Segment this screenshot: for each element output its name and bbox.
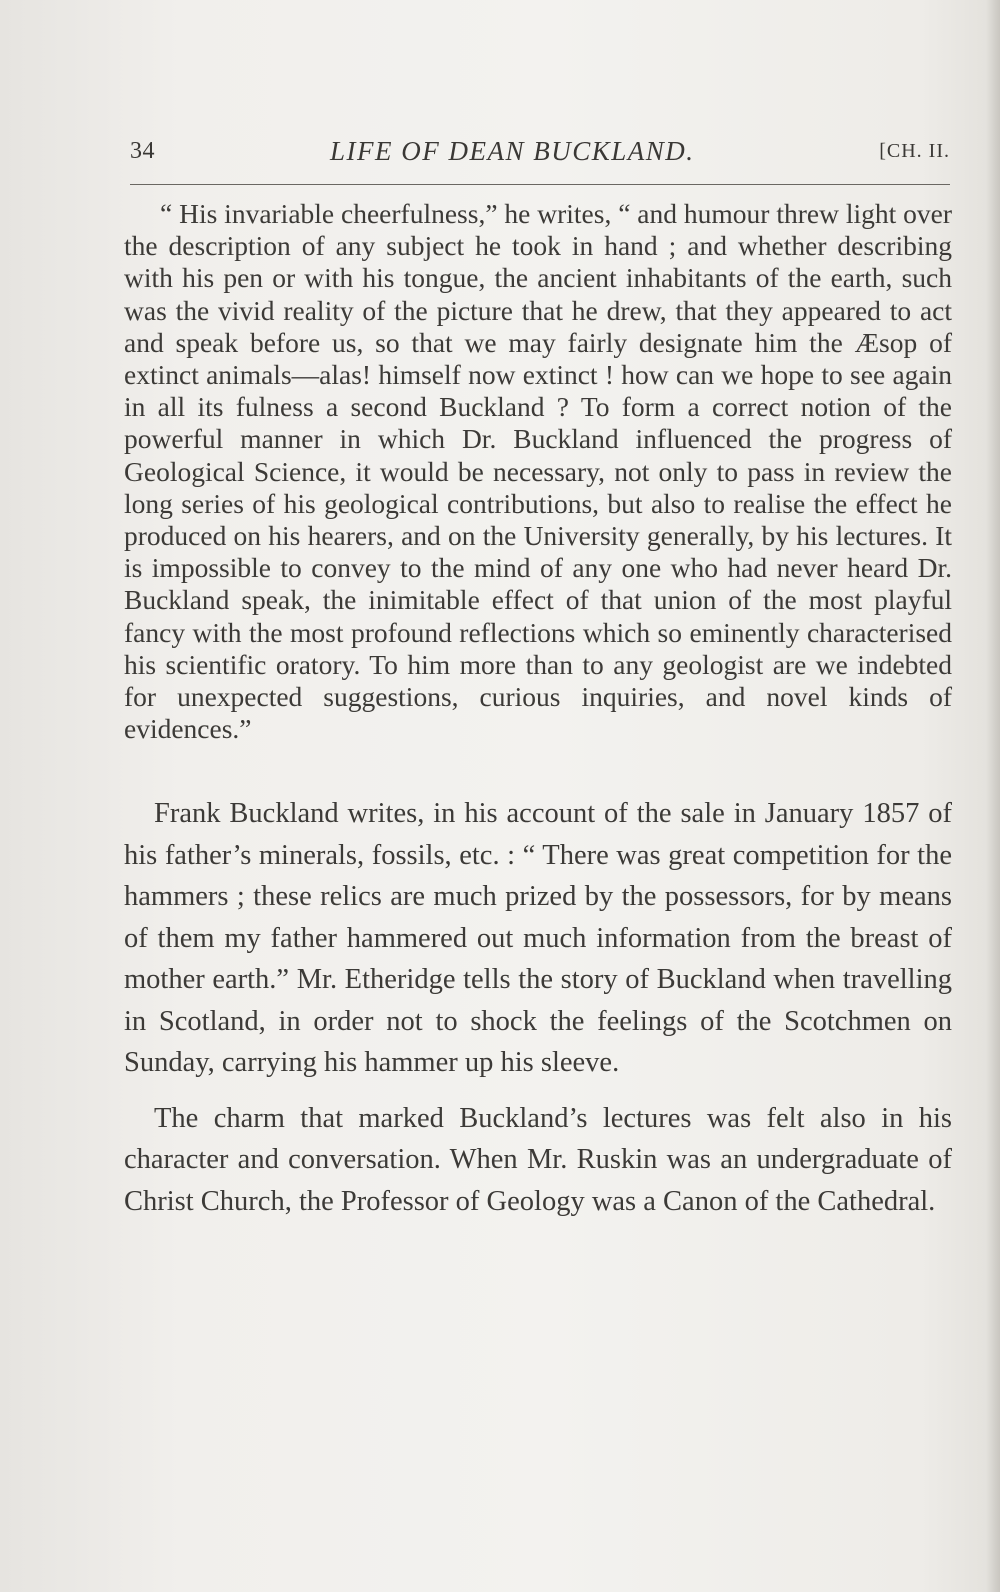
paragraph-frank-buckland: Frank Buckland writes, in his account of the sale in January 1857 of his father’s minerals, fossils, etc. : “ There was great competition for the hammers ; these relics are much prized by the possessors, for by means of them my father hammered out much information from the breast of mother earth.” Mr. Etheridge tells the story of Buckland when travelling in Scotland, in order not to shock the feelings of the Scotchmen on Sunday, carrying his hammer up his sleeve. — [124, 798, 952, 1079]
page-header — [130, 132, 950, 176]
body-text — [124, 198, 952, 1222]
chapter-marker: [CH. II. — [879, 140, 950, 162]
page-number: 34 — [130, 138, 155, 164]
block-quote: “ His invariable cheerfulness,” he writes, “ and humour threw light over the description of any subject he took in hand ; and whether describing with his pen or with his tongue, the ancient inhabitants of the earth, such was the vivid reality of the picture that he drew, that they appeared to act and speak before us, so that we may fairly designate him the Æsop of extinct animals—alas! himself now extinct ! how can we hope to see again in all its fulness a second Buckland ? To form a correct notion of the powerful manner in which Dr. Buckland influenced the progress of Geological Science, it would be necessary, not only to pass in review the long series of his geological contributions, but also to realise the effect he produced on his hearers, and on the University generally, by his lectures. It is impossible to convey to the mind of any one who had never heard Dr. Buckland speak, the inimitable effect of that union of the most playful fancy with the most profound reflections which so eminently characterised his scientific oratory. To him more than to any geologist are we indebted for unexpected suggestions, curious inquiries, and novel kinds of evidences.” — [124, 198, 952, 745]
page-edge-shadow — [986, 0, 1000, 1592]
header-rule — [130, 184, 950, 185]
paragraph-ruskin: The charm that marked Buckland’s lectures was felt also in his character and conversation. When Mr. Ruskin was an undergraduate of Christ Church, the Professor of Geology was a Canon of the Cathedral. — [124, 1102, 952, 1217]
running-title: LIFE OF DEAN BUCKLAND. — [330, 136, 695, 166]
